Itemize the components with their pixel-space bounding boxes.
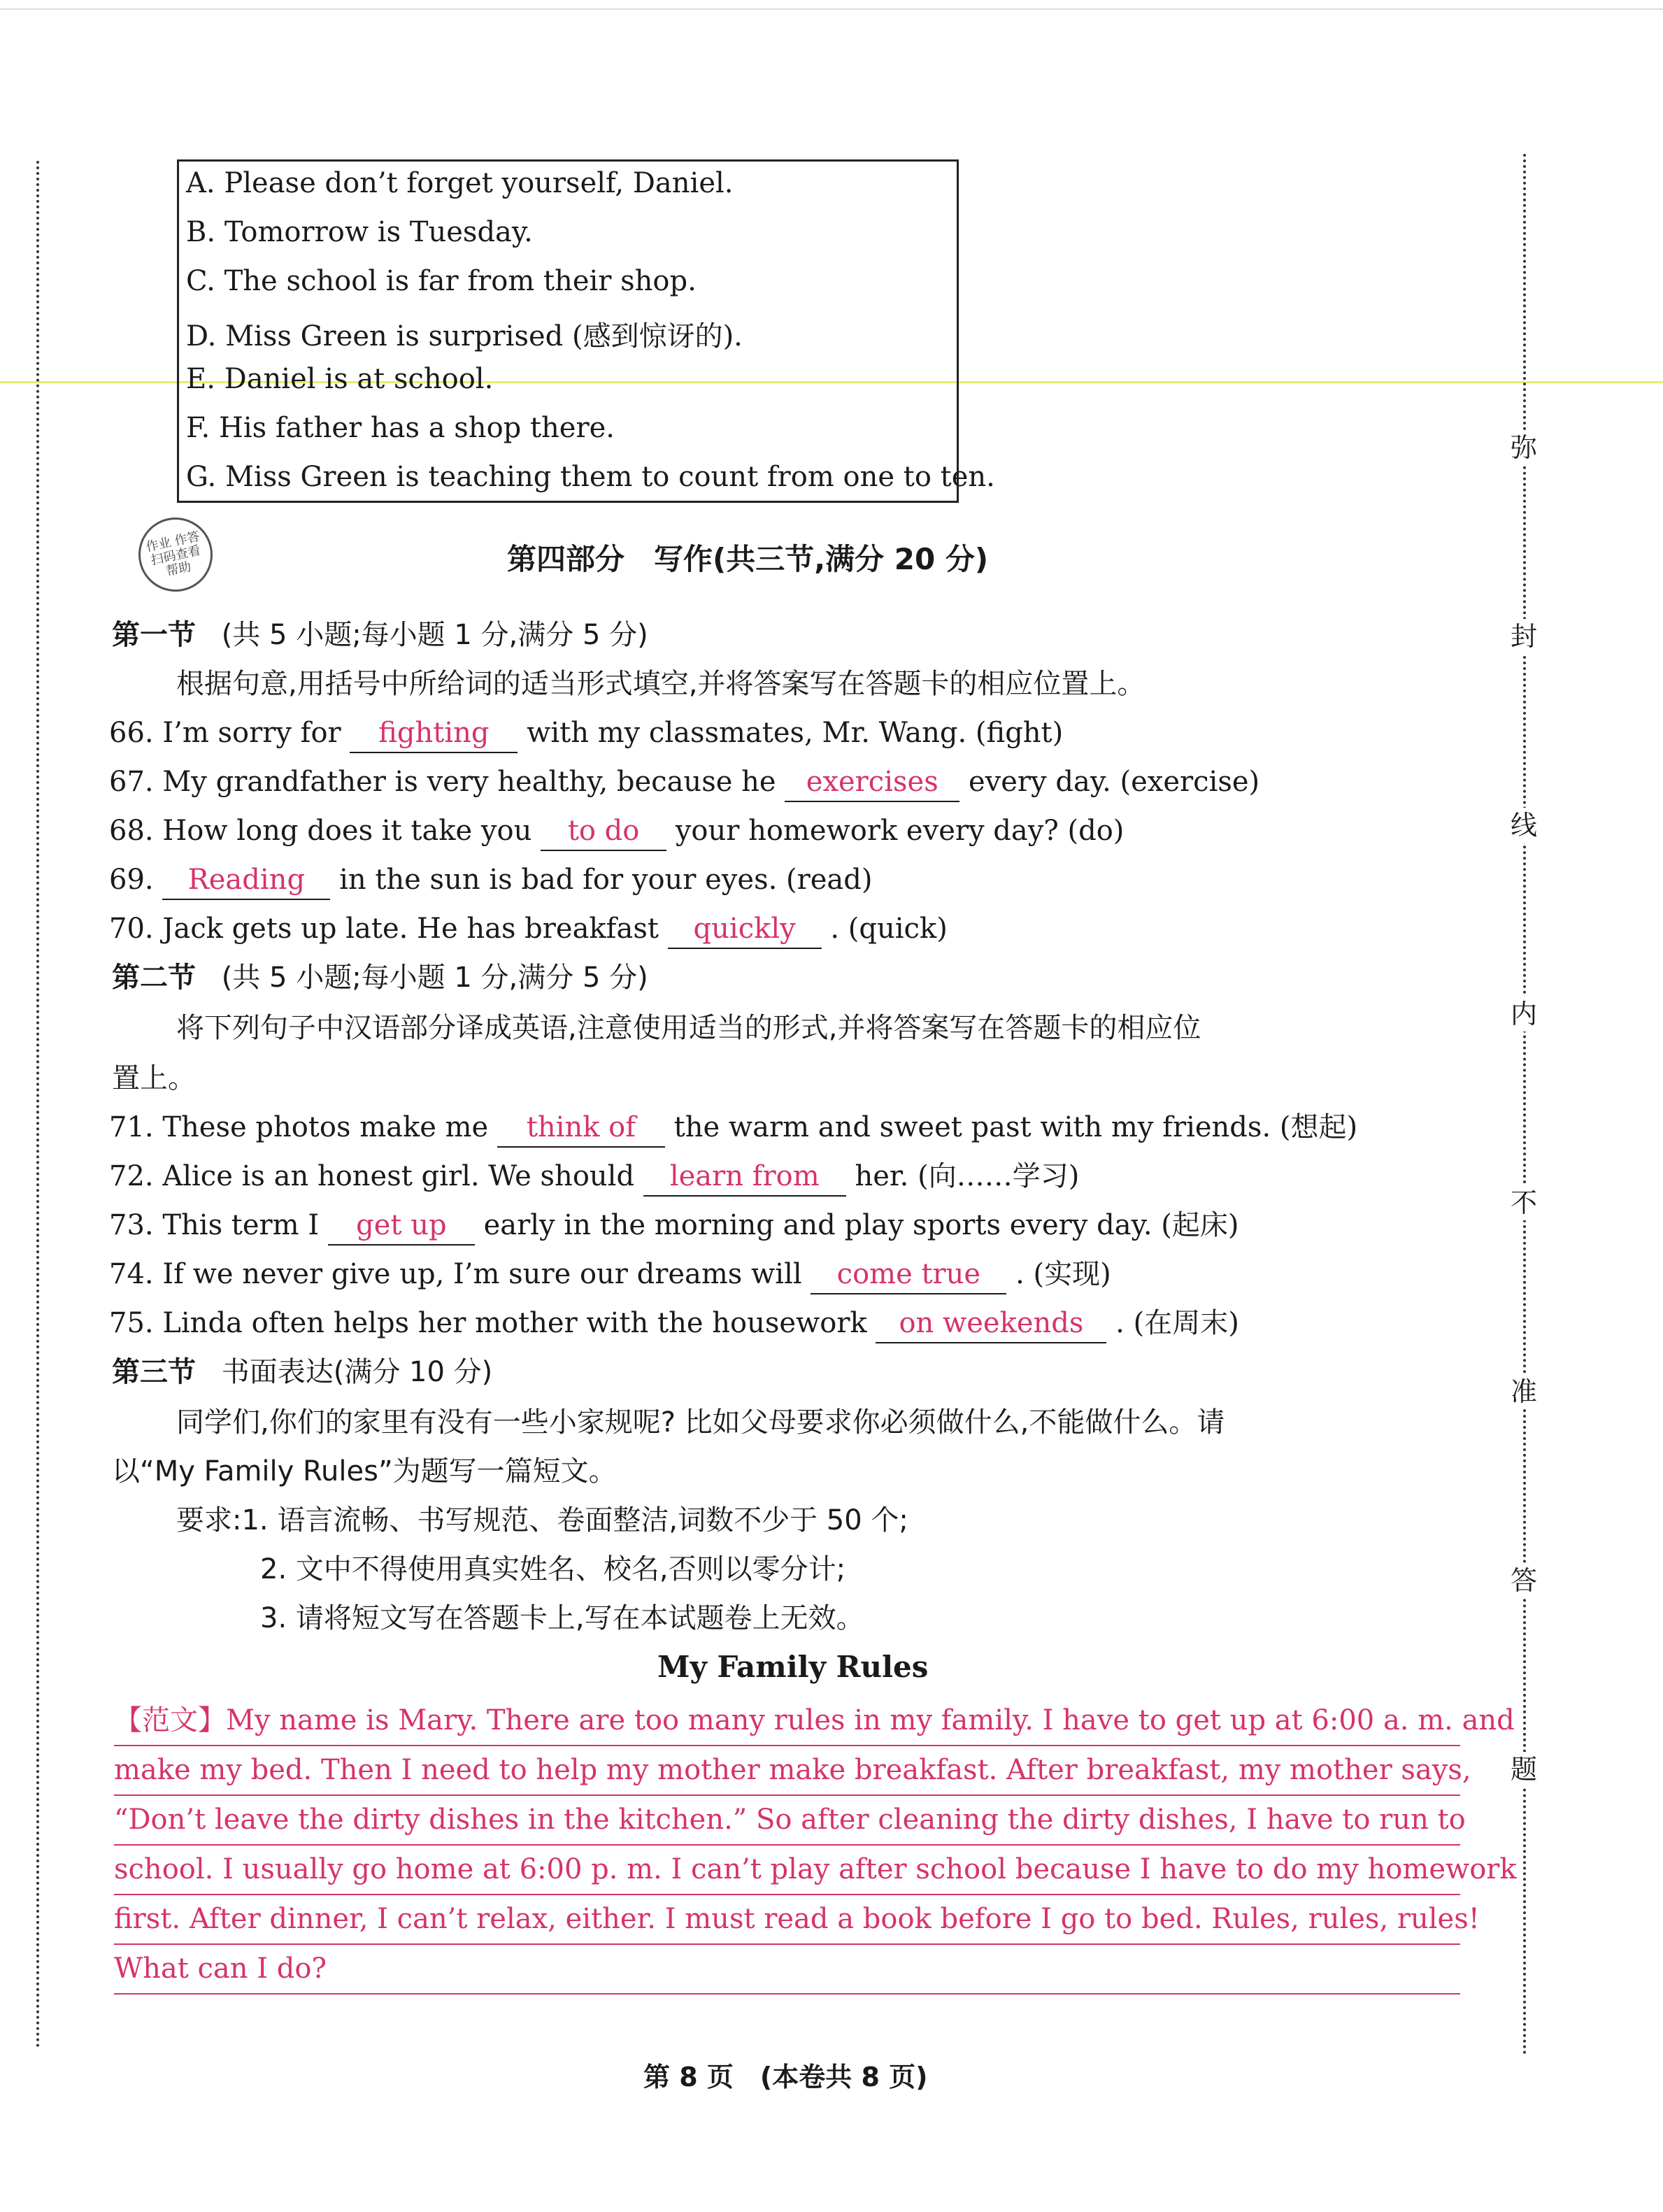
essay-title: My Family Rules <box>657 1650 929 1684</box>
requirement-3: 3. 请将短文写在答题卡上,写在本试题卷上无效。 <box>260 1602 864 1634</box>
question-66 <box>109 712 1063 754</box>
q66-pre: 66. I’m sorry for <box>109 717 341 749</box>
option-b: B. Tomorrow is Tuesday. <box>186 216 533 248</box>
q69-post: in the sun is bad for your eyes. (read) <box>339 864 873 896</box>
q67-post: every day. (exercise) <box>968 766 1260 798</box>
q72-pre: 72. Alice is an honest girl. We should <box>109 1160 635 1192</box>
question-75 <box>109 1302 1239 1344</box>
section1-instruction: 根据句意,用括号中所给词的适当形式填空,并将答案写在答题卡的相应位置上。 <box>176 668 1145 700</box>
question-73 <box>109 1204 1239 1246</box>
requirement-2: 2. 文中不得使用真实姓名、校名,否则以零分计; <box>260 1553 846 1585</box>
section2-instruction-2: 置上。 <box>112 1062 196 1094</box>
q72-answer: learn from <box>643 1157 846 1197</box>
q70-answer: quickly <box>668 910 822 949</box>
q70-pre: 70. Jack gets up late. He has breakfast <box>109 913 659 945</box>
q71-pre: 71. These photos make me <box>109 1111 489 1143</box>
q74-answer: come true <box>811 1255 1006 1294</box>
q69-answer: Reading <box>162 861 330 900</box>
margin-char: 线 <box>1508 808 1539 843</box>
section3-header <box>112 1351 492 1393</box>
question-70 <box>109 908 948 950</box>
q73-answer: get up <box>328 1206 475 1246</box>
question-67 <box>109 761 1259 803</box>
q67-answer: exercises <box>785 763 959 802</box>
section2-header <box>112 957 648 999</box>
q69-pre: 69. <box>109 864 154 896</box>
q68-answer: to do <box>541 812 666 851</box>
q68-pre: 68. How long does it take you <box>109 815 532 847</box>
question-72 <box>109 1155 1079 1197</box>
option-d: D. Miss Green is surprised (感到惊讶的). <box>186 320 743 352</box>
section3-meta: 书面表达(满分 10 分) <box>221 1356 493 1388</box>
stamp-text: 作业 作答扫码查看 帮助 <box>144 529 202 580</box>
q66-post: with my classmates, Mr. Wang. (fight) <box>527 717 1064 749</box>
q72-post: her. (向……学习) <box>855 1160 1080 1192</box>
section3-intro-1: 同学们,你们的家里有没有一些小家规呢? 比如父母要求你必须做什么,不能做什么。请 <box>176 1406 1225 1439</box>
essay-line-5: first. After dinner, I can’t relax, either. I must read a book before I go to bed. Rules, rules, rules! <box>114 1903 1480 1935</box>
q71-answer: think of <box>497 1108 665 1148</box>
q73-post: early in the morning and play sports every day. (起床) <box>483 1209 1239 1241</box>
option-g: G. Miss Green is teaching them to count from one to ten. <box>186 461 995 493</box>
section3-intro-2: 以“My Family Rules”为题写一篇短文。 <box>112 1455 617 1487</box>
section2-instruction-1: 将下列句子中汉语部分译成英语,注意使用适当的形式,并将答案写在答题卡的相应位 <box>176 1012 1201 1044</box>
margin-char: 准 <box>1508 1374 1539 1409</box>
left-binding-line <box>36 161 39 2049</box>
margin-char: 弥 <box>1508 430 1539 465</box>
homework-stamp-icon <box>131 511 220 599</box>
essay-line-1: 【范文】My name is Mary. There are too many rules in my family. I have to get up at 6:00 a. m. and <box>114 1704 1515 1736</box>
section2-meta: (共 5 小题;每小题 1 分,满分 5 分) <box>221 962 648 994</box>
q66-answer: fighting <box>350 714 518 753</box>
section3-title: 第三节 <box>112 1356 196 1388</box>
essay-line-6: What can I do? <box>114 1953 327 1985</box>
margin-char: 内 <box>1508 997 1539 1032</box>
section1-meta: (共 5 小题;每小题 1 分,满分 5 分) <box>221 619 648 651</box>
question-74 <box>109 1253 1111 1295</box>
essay-line-4: school. I usually go home at 6:00 p. m. I can’t play after school because I have to do my homework <box>114 1853 1517 1885</box>
q75-answer: on weekends <box>876 1304 1106 1343</box>
margin-char: 题 <box>1508 1752 1539 1787</box>
q75-post: . (在周末) <box>1115 1307 1239 1339</box>
question-68 <box>109 810 1124 852</box>
top-edge-line <box>0 8 1663 10</box>
essay-line-3: “Don’t leave the dirty dishes in the kitchen.” So after cleaning the dirty dishes, I have to run to <box>114 1804 1466 1836</box>
margin-char: 答 <box>1508 1563 1539 1598</box>
q74-pre: 74. If we never give up, I’m sure our dreams will <box>109 1258 802 1290</box>
option-c: C. The school is far from their shop. <box>186 265 697 297</box>
q73-pre: 73. This term I <box>109 1209 320 1241</box>
margin-char: 不 <box>1508 1185 1539 1220</box>
section1-title: 第一节 <box>112 619 196 651</box>
q68-post: your homework every day? (do) <box>675 815 1125 847</box>
margin-char: 封 <box>1508 619 1539 654</box>
section2-title: 第二节 <box>112 962 196 994</box>
section1-header <box>112 614 648 656</box>
q70-post: . (quick) <box>830 913 948 945</box>
essay-line-2: make my bed. Then I need to help my mother make breakfast. After breakfast, my mother says, <box>114 1754 1471 1786</box>
option-e: E. Daniel is at school. <box>186 363 494 395</box>
question-71 <box>109 1106 1357 1148</box>
options-box <box>177 159 995 503</box>
option-f: F. His father has a shop there. <box>186 412 615 444</box>
requirement-1: 要求:1. 语言流畅、书写规范、卷面整洁,词数不少于 50 个; <box>176 1504 908 1536</box>
option-a: A. Please don’t forget yourself, Daniel. <box>186 167 734 199</box>
question-69 <box>109 859 872 901</box>
q71-post: the warm and sweet past with my friends. (想起) <box>673 1111 1358 1143</box>
q67-pre: 67. My grandfather is very healthy, because he <box>109 766 776 798</box>
page-footer: 第 8 页 (本卷共 8 页) <box>643 2062 928 2092</box>
part-title: 第四部分 写作(共三节,满分 20 分) <box>507 542 989 576</box>
q74-post: . (实现) <box>1015 1258 1111 1290</box>
q75-pre: 75. Linda often helps her mother with the housework <box>109 1307 867 1339</box>
